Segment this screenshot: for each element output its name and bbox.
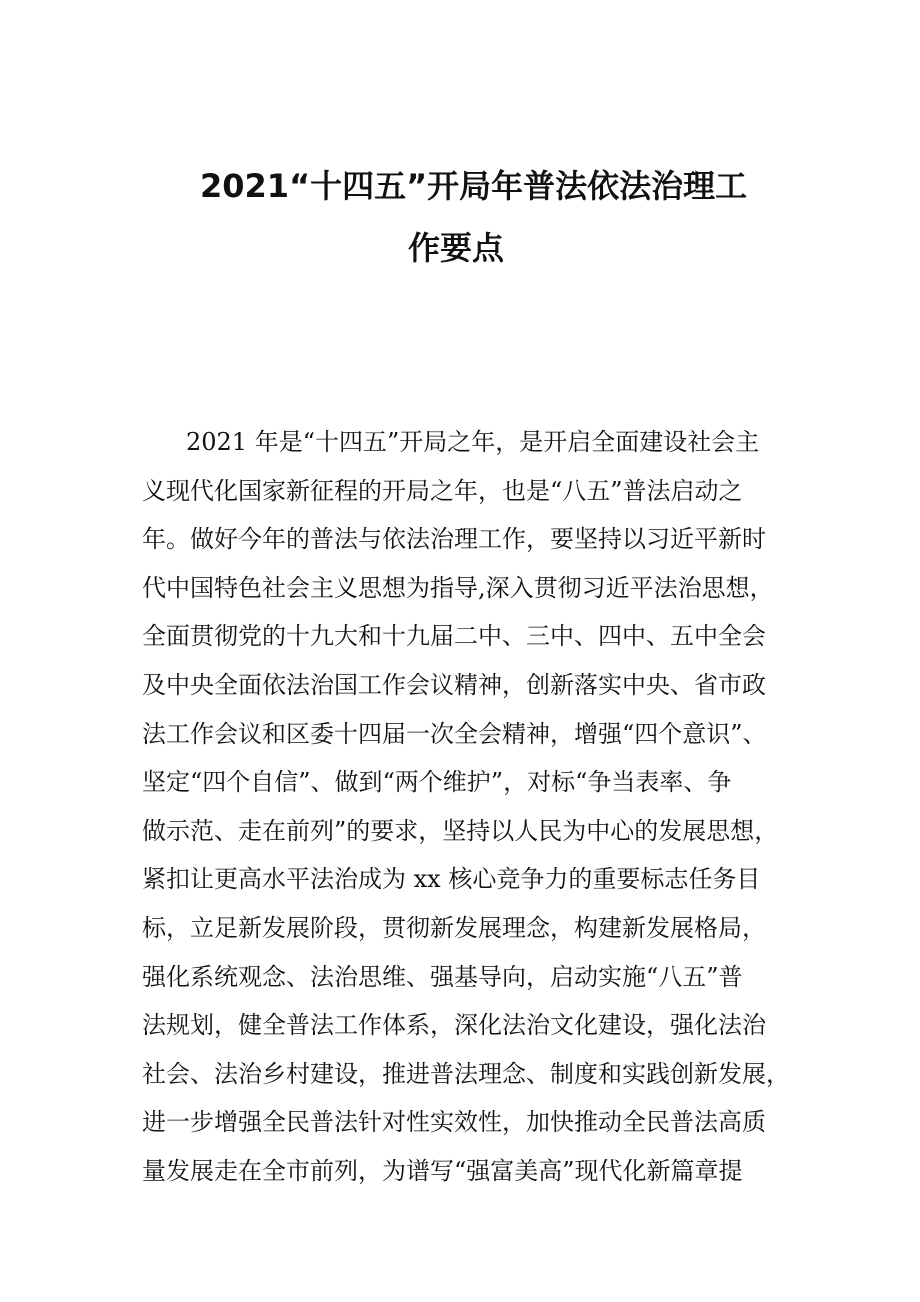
title-line-2: 作要点 (408, 229, 505, 267)
paragraph-line: 全面贯彻党的十九大和十九届二中、三中、四中、五中全会 (142, 622, 766, 651)
paragraph-line: 强化系统观念、法治思维、强基导向，启动实施“八五”普 (142, 962, 743, 991)
paragraph-line: 社会、法治乡村建设，推进普法理念、制度和实践创新发展， (142, 1059, 790, 1088)
paragraph-line: 进一步增强全民普法针对性实效性，加快推动全民普法高质 (142, 1108, 766, 1137)
paragraph-line: 坚定“四个自信”、做到“两个维护”，对标“争当表率、争 (142, 768, 732, 797)
paragraph-line: 及中央全面依法治国工作会议精神，创新落实中央、省市政 (142, 670, 766, 699)
paragraph-line: 做示范、走在前列”的要求，坚持以人民为中心的发展思想， (142, 816, 779, 845)
paragraph-line: 量发展走在全市前列，为谱写“强富美高”现代化新篇章提 (142, 1156, 743, 1185)
paragraph-line: 代中国特色社会主义思想为指导,深入贯彻习近平法治思想， (142, 573, 774, 602)
paragraph-line: 义现代化国家新征程的开局之年，也是“八五”普法启动之 (142, 476, 743, 505)
title-line-1: 2021“十四五”开局年普法依法治理工 (200, 167, 748, 205)
paragraph-line: 年。做好今年的普法与依法治理工作，要坚持以习近平新时 (142, 525, 766, 554)
paragraph-line: 标，立足新发展阶段，贯彻新发展理念，构建新发展格局， (142, 913, 766, 942)
paragraph-line: 法规划，健全普法工作体系，深化法治文化建设，强化法治 (142, 1011, 766, 1040)
document-title (200, 155, 800, 279)
paragraph-line: 紧扣让更高水平法治成为 xx 核心竞争力的重要标志任务目 (142, 865, 761, 894)
paragraph-line: 法工作会议和区委十四届一次全会精神，增强“四个意识”、 (142, 719, 767, 748)
paragraph-line: 2021 年是“十四五”开局之年，是开启全面建设社会主 (186, 428, 760, 456)
body-paragraph (142, 418, 792, 1196)
